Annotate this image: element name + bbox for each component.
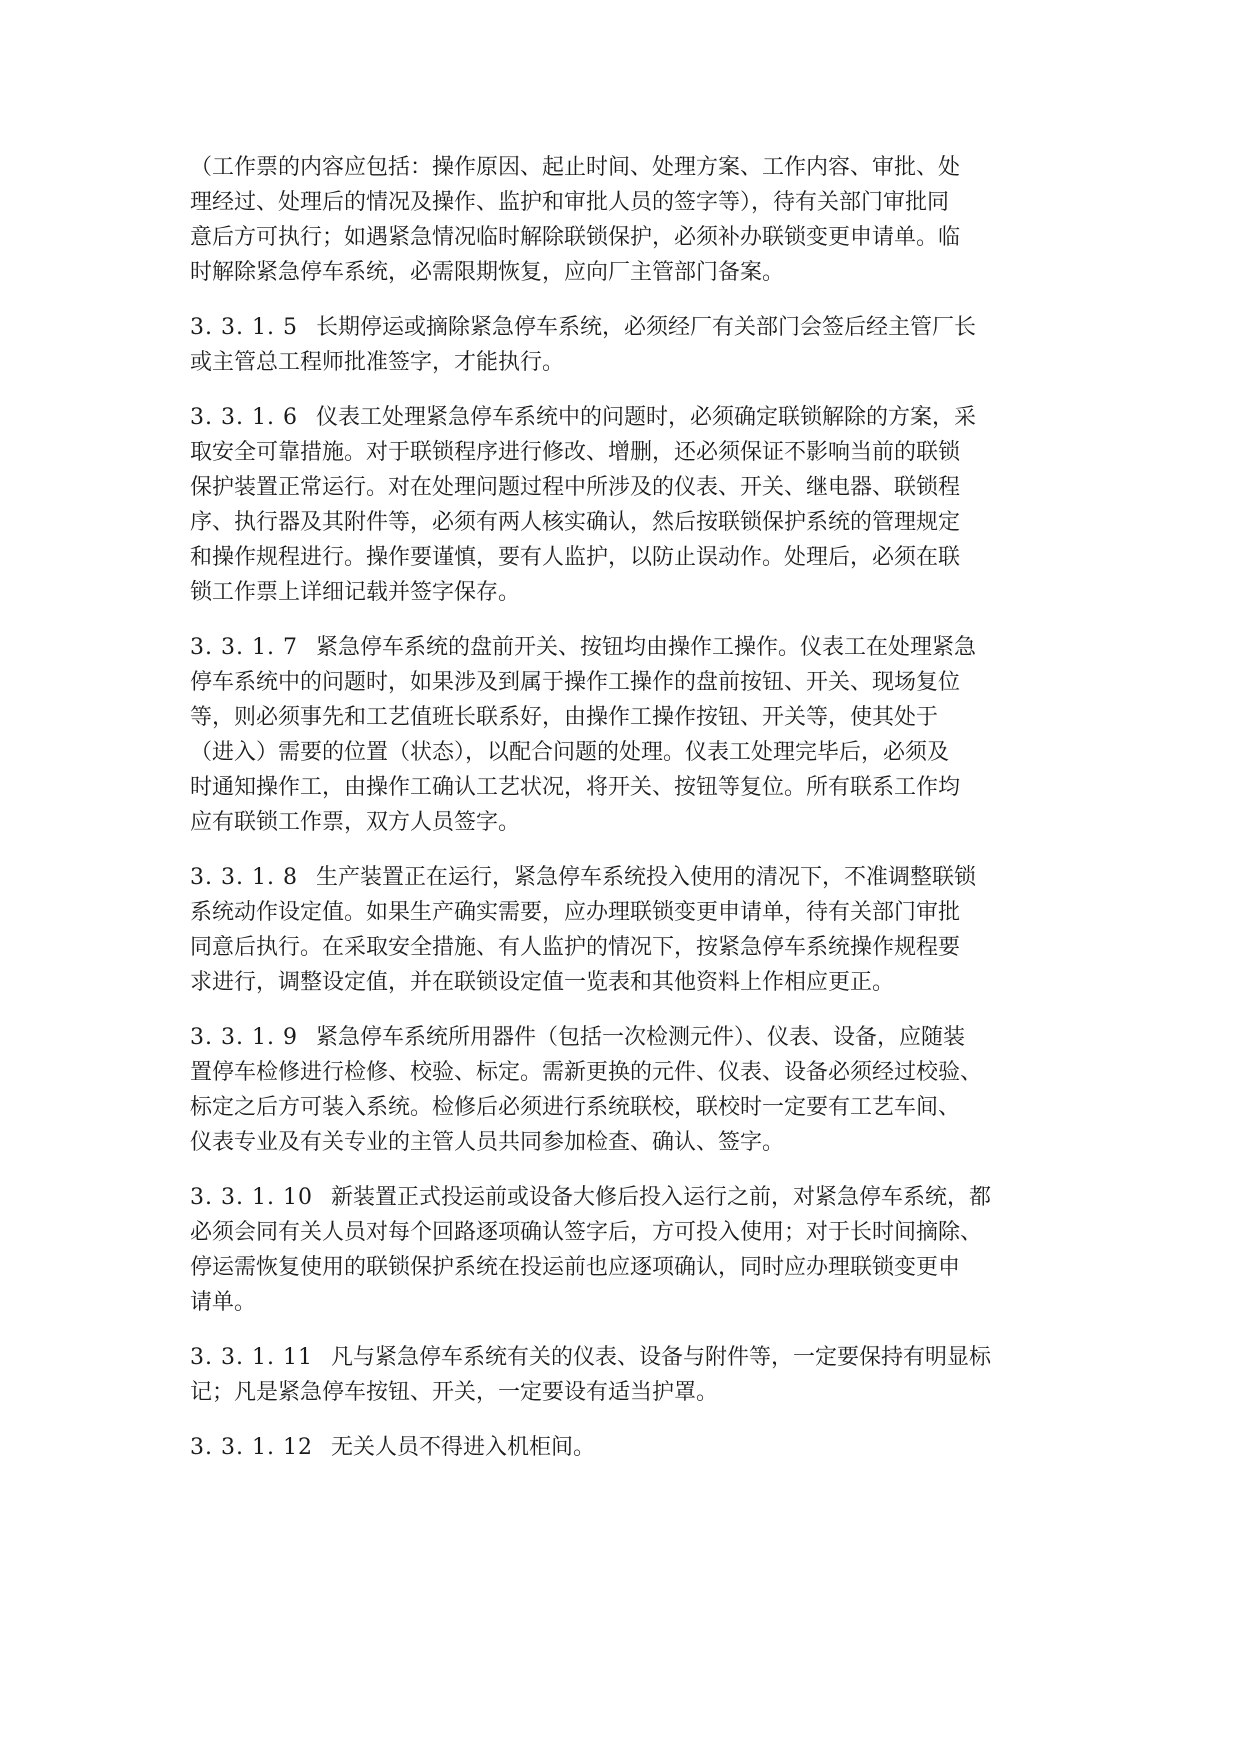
text-line: 求进行，调整设定值，并在联锁设定值一览表和其他资料上作相应更正。 — [190, 970, 895, 995]
text-line: 保护装置正常运行。对在处理问题过程中所涉及的仪表、开关、继电器、联锁程 — [190, 475, 961, 500]
text-line — [190, 860, 1090, 895]
text-segment: 仪表工处理紧急停车系统中的问题时，必须确定联锁解除的方案，采 — [315, 405, 976, 430]
text-line: 同意后执行。在采取安全措施、有人监护的情况下，按紧急停车系统操作规程要 — [190, 935, 961, 960]
text-segment: 无关人员不得进入机柜间。 — [330, 1435, 595, 1460]
text-line: 请单。 — [190, 1290, 257, 1315]
text-segment: 紧急停车系统的盘前开关、按钮均由操作工操作。仪表工在处理紧急 — [315, 635, 976, 660]
clause-number: 3. 3. 1. 7 — [190, 635, 298, 660]
text-line: 仪表专业及有关专业的主管人员共同参加检查、确认、签字。 — [190, 1130, 785, 1155]
text-line — [190, 310, 1090, 345]
text-line: 或主管总工程师批准签字，才能执行。 — [190, 350, 565, 375]
clause-number: 3. 3. 1. 9 — [190, 1025, 298, 1050]
text-line: 置停车检修进行检修、校验、标定。需新更换的元件、仪表、设备必须经过校验、 — [190, 1060, 983, 1085]
text-segment: 紧急停车系统所用器件（包括一次检测元件）、仪表、设备，应随装 — [315, 1025, 965, 1050]
text-line — [190, 630, 1090, 665]
text-segment: 新装置正式投运前或设备大修后投入运行之前，对紧急停车系统，都 — [330, 1185, 991, 1210]
text-line — [190, 1340, 1090, 1375]
text-line: 时通知操作工，由操作工确认工艺状况，将开关、按钮等复位。所有联系工作均 — [190, 775, 961, 800]
text-line: 记；凡是紧急停车按钮、开关，一定要设有适当护罩。 — [190, 1380, 719, 1405]
text-line — [190, 1180, 1090, 1215]
clause-3-3-1-8 — [190, 860, 1090, 1000]
text-segment: 凡与紧急停车系统有关的仪表、设备与附件等，一定要保持有明显标 — [330, 1345, 991, 1370]
text-segment: 生产装置正在运行，紧急停车系统投入使用的清况下，不准调整联锁 — [315, 865, 976, 890]
clause-number: 3. 3. 1. 10 — [190, 1185, 313, 1210]
clause-3-3-1-7 — [190, 630, 1090, 840]
clause-number: 3. 3. 1. 6 — [190, 405, 298, 430]
text-line: 和操作规程进行。操作要谨慎，要有人监护，以防止误动作。处理后，必须在联 — [190, 545, 961, 570]
text-line: 序、执行器及其附件等，必须有两人核实确认，然后按联锁保护系统的管理规定 — [190, 510, 961, 535]
text-line: 取安全可靠措施。对于联锁程序进行修改、增删，还必须保证不影响当前的联锁 — [190, 440, 961, 465]
clause-number: 3. 3. 1. 11 — [190, 1345, 313, 1370]
text-segment: 长期停运或摘除紧急停车系统，必须经厂有关部门会签后经主管厂长 — [315, 315, 976, 340]
clause-number: 3. 3. 1. 5 — [190, 315, 298, 340]
text-line — [190, 1020, 1090, 1055]
text-line — [190, 400, 1090, 435]
text-line: 理经过、处理后的情况及操作、监护和审批人员的签字等），待有关部门审批同 — [190, 190, 950, 215]
text-line: 等，则必须事先和工艺值班长联系好，由操作工操作按钮、开关等，使其处于 — [190, 705, 939, 730]
text-line: （工作票的内容应包括：操作原因、起止时间、处理方案、工作内容、审批、处 — [190, 155, 961, 180]
text-line: 时解除紧急停车系统，必需限期恢复，应向厂主管部门备案。 — [190, 260, 785, 285]
clause-3-3-1-12 — [190, 1430, 1090, 1465]
clause-3-3-1-10 — [190, 1180, 1090, 1320]
clause-3-3-1-5 — [190, 310, 1090, 380]
document-body — [190, 150, 1090, 1485]
text-line: 停运需恢复使用的联锁保护系统在投运前也应逐项确认，同时应办理联锁变更申 — [190, 1255, 961, 1280]
text-line: 应有联锁工作票，双方人员签字。 — [190, 810, 521, 835]
clause-3-3-1-9 — [190, 1020, 1090, 1160]
paragraph-continuation — [190, 150, 1090, 290]
clause-3-3-1-6 — [190, 400, 1090, 610]
text-line: （进入）需要的位置（状态），以配合问题的处理。仪表工处理完毕后，必须及 — [190, 740, 950, 765]
text-line: 标定之后方可装入系统。检修后必须进行系统联校，联校时一定要有工艺车间、 — [190, 1095, 961, 1120]
text-line — [190, 1430, 1090, 1465]
clause-3-3-1-11 — [190, 1340, 1090, 1410]
text-line: 意后方可执行；如遇紧急情况临时解除联锁保护，必须补办联锁变更申请单。临 — [190, 225, 961, 250]
clause-number: 3. 3. 1. 12 — [190, 1435, 313, 1460]
text-line: 停车系统中的问题时，如果涉及到属于操作工操作的盘前按钮、开关、现场复位 — [190, 670, 961, 695]
text-line: 锁工作票上详细记载并签字保存。 — [190, 580, 521, 605]
text-line: 系统动作设定值。如果生产确实需要，应办理联锁变更申请单，待有关部门审批 — [190, 900, 961, 925]
clause-number: 3. 3. 1. 8 — [190, 865, 298, 890]
text-line: 必须会同有关人员对每个回路逐项确认签字后，方可投入使用；对于长时间摘除、 — [190, 1220, 983, 1245]
